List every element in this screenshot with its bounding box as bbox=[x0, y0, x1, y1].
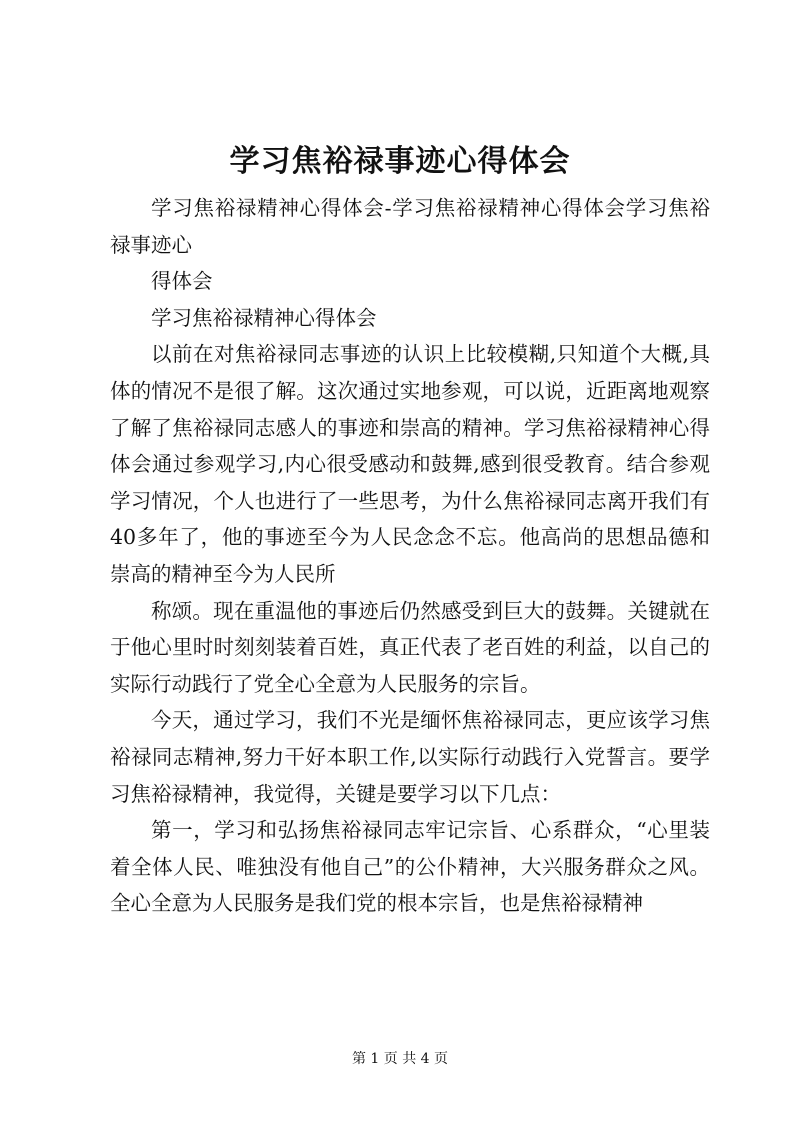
document-title: 学习焦裕禄事迹心得体会 bbox=[229, 144, 571, 179]
document-body bbox=[110, 190, 710, 922]
paragraph: 得体会 bbox=[151, 269, 213, 294]
paragraph: 学习焦裕禄精神心得体会 bbox=[151, 305, 377, 330]
paragraph: 今天，通过学习，我们不光是缅怀焦裕禄同志，更应该学习焦裕禄同志精神,努力干好本职工作,以实际行动践行入党誓言。要学习焦裕禄精神，我觉得，关键是要学习以下几点： bbox=[110, 708, 710, 806]
page-footer: 第 1 页 共 4 页 bbox=[351, 1051, 449, 1067]
paragraph: 称颂。现在重温他的事迹后仍然感受到巨大的鼓舞。关键就在于他心里时时刻刻装着百姓，真正代表了老百姓的利益，以自己的实际行动践行了党全心全意为人民服务的宗旨。 bbox=[110, 598, 710, 696]
paragraph: 第一，学习和弘扬焦裕禄同志牢记宗旨、心系群众，“心里装着全体人民、唯独没有他自己”的公仆精神，大兴服务群众之风。全心全意为人民服务是我们党的根本宗旨，也是焦裕禄精神 bbox=[110, 818, 710, 916]
paragraph: 学习焦裕禄精神心得体会-学习焦裕禄精神心得体会学习焦裕禄事迹心 bbox=[110, 196, 710, 257]
paragraph: 以前在对焦裕禄同志事迹的认识上比较模糊,只知道个大概,具体的情况不是很了解。这次通过实地参观，可以说，近距离地观察了解了焦裕禄同志感人的事迹和崇高的精神。学习焦裕禄精神心得体会通过参观学习,内心很受感动和鼓舞,感到很受教育。结合参观学习情况，个人也进行了一些思考，为什么焦裕禄同志离开我们有40多年了，他的事迹至今为人民念念不忘。他高尚的思想品德和崇高的精神至今为人民所 bbox=[110, 342, 710, 586]
